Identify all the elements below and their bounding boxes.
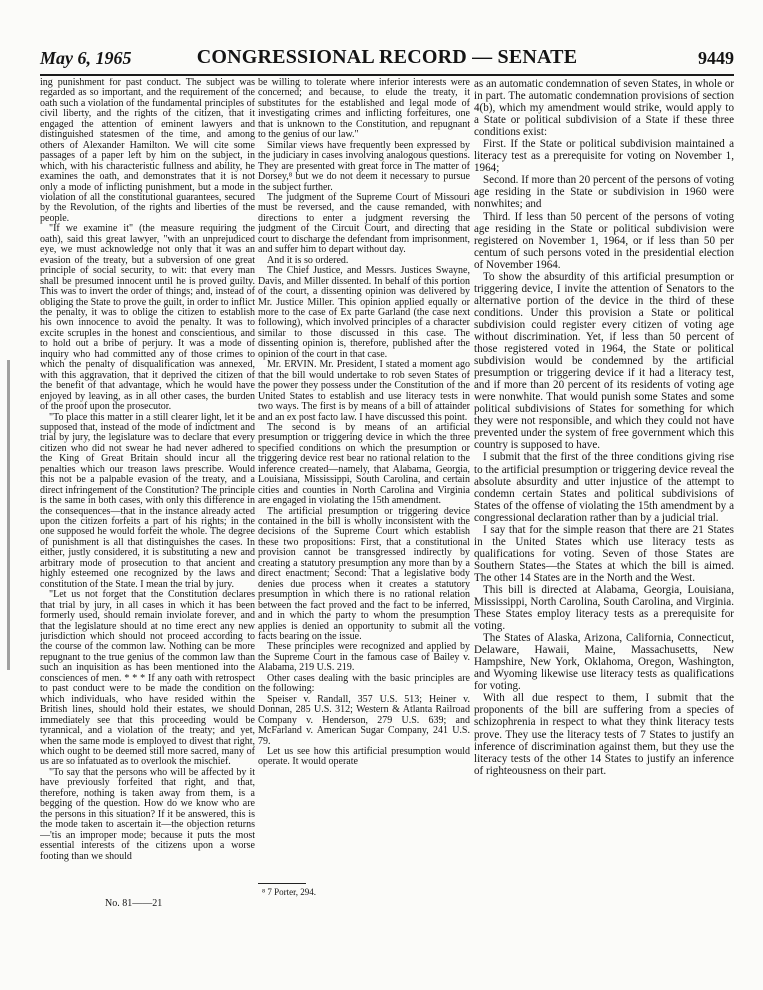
paragraph: "To say that the persons who will be affected by it have previously forfeited that right, and that, therefore, nothing is taken away from them, is a begging of the question. How do we know who are the persons in this situation? If it be answered, this is the mode taken to ascertain it—the objection returns—'tis an improper mode; because it puts the most essential interests of the citizens upon a worse footing than we should: [40, 766, 255, 862]
paragraph: "Let us not forget that the Constitution declares that trial by jury, in all cases in which it has been formerly used, should remain inviolate forever, and that the legislature should at no time erect any new jurisdiction which should not proceed according to the course of the common law. Nothing can be more repugnant to the true genius of the common law than such an inquisition as has been mentioned into the consciences of men. * * * If any oath with retrospect to past conduct were to be made the condition on which individuals, who have resided within the British lines, should hold their estates, we should immediately see that this proceeding would be tyrannical, and a violation of the treaty; and yet, when the same mode is employed to divest that right, which ought to be deemed still more sacred, many of us are so infatuated as to overlook the mischief.: [40, 589, 255, 768]
paragraph: be willing to tolerate where inferior interests were concerned; and because, to elude the treaty, it substitutes for the established and legal mode of investigating crimes and inflicting forfeitures, one that is unknown to the Constitution, and repugnant to the genius of our law.": [258, 78, 470, 141]
footnote-rule: [258, 883, 306, 884]
margin-mark: [7, 360, 10, 670]
header-rule: [40, 74, 734, 76]
header-title: CONGRESSIONAL RECORD — SENATE: [196, 46, 578, 68]
paragraph: as an automatic condemnation of seven States, in whole or in part. The automatic condemnation provisions of section 4(b), which my amendment would strike, would apply to a State or political subdivision of a State if these three conditions exist:: [474, 78, 734, 139]
paragraph: "If we examine it" (the measure requiring the oath), said this great lawyer, "with an unprejudiced eye, we must acknowledge not only that it was an evasion of the treaty, but a subversion of one great principle of social security, to wit: that every man shall be presumed innocent until he is proved guilty. This was to invert the order of things; and, instead of obliging the State to prove the guilt, in order to inflict the penalty, it was to oblige the citizen to establish his own innocence to avoid the penalty. It was to excite scruples in the honest and conscientious, and to hold out a bribe of perjury. It was a mode of inquiry who had committed any of those crimes to which the penalty of disqualification was annexed, with this aggravation, that it deprived the citizen of the benefit of that advantage, which he would have enjoyed by leaving, as in all other cases, the burden of the proof upon the prosecutor.: [40, 223, 255, 413]
paragraph: Speiser v. Randall, 357 U.S. 513; Heiner v. Donnan, 285 U.S. 312; Western & Atlanta Railroad Company v. Henderson, 279 U.S. 639; and McFarland v. American Sugar Company, 241 U.S. 79.: [258, 693, 470, 747]
page-number: 9449: [698, 48, 734, 68]
column-3: [474, 78, 734, 898]
paragraph: Other cases dealing with the basic principles are the following:: [258, 672, 470, 695]
paragraph: The second is by means of an artificial presumption or triggering device in which the three specified conditions on which the presumption or triggering device rest bear no rational relation to the inference created—namely, that Alabama, Georgia, Louisiana, Mississippi, South Carolina, and certain cities and counties in North Carolina and Virginia are engaged in violating the 15th amendment.: [258, 421, 470, 507]
paragraph: This bill is directed at Alabama, Georgia, Louisiana, Mississippi, North Carolina, South Carolina, and Virginia. These States employ literacy tests as a prerequisite for voting.: [474, 583, 734, 633]
paragraph: And it is so ordered.: [267, 254, 349, 266]
signature-line: No. 81——21: [105, 898, 163, 909]
page-header: [40, 44, 734, 74]
column-2: [258, 78, 470, 878]
paragraph: The Chief Justice, and Messrs. Justices Swayne, Davis, and Miller dissented. In behalf of this portion of the court, a dissenting opinion was delivered by Mr. Justice Miller. This opinion applied equally or more to the case of Ex parte Garland (the case next following), which involved principles of a character similar to those discussed in this case. The dissenting opinion is, therefore, published after the opinion of the court in that case.: [258, 265, 470, 360]
paragraph: Similar views have frequently been expressed by the judiciary in cases involving analogous questions. They are presented with great force in The matter of Dorsey,⁸ but we do not deem it necessary to pursue the subject further.: [258, 139, 470, 193]
paragraph: Third. If less than 50 percent of the persons of voting age residing in the State or political subdivision were registered on November 1, 1964, or if less than 50 per centum of such persons voted in the presidential election of November 1964.: [474, 210, 734, 271]
header-date: May 6, 1965: [40, 48, 132, 68]
paragraph: "To place this matter in a still clearer light, let it be supposed that, instead of the mode of indictment and trial by jury, the legislature was to declare that every citizen who did not swear he had never adhered to the King of Great Britain should incur all the penalties which our treason laws prescribe. Would this not be a palpable evasion of the treaty, and a direct infringement of the Constitution? The principle is the same in both cases, with only this difference in the consequences—that in the instance already acted upon the citizen forfeits a part of his rights; in the one supposed he would forfeit the whole. The degree of punishment is all that distinguishes the cases. In either, justly considered, it is substituting a new and arbitrary mode of prosecution to that ancient and highly esteemed one recognized by the laws and constitution of the State. I mean the trial by jury.: [40, 411, 255, 590]
paragraph: To show the absurdity of this artificial presumption or triggering device, I invite the attention of Senators to the alternative portion of the device in the third of these conditions. Under this provision a State or political subdivision could register every citizen of voting age without discrimination. Yet, if less than 50 percent of those registered voted in 1964, the State or political subdivision would be condemned by the artificial presumption or triggering device if it had a literacy test, and if more than 20 percent of its residents of voting age were nonwhite. That would punish some States and some political subdivisions of States for something for which they were not responsible, and which they could not have prevented under the system of free government which this country is supposed to have.: [474, 270, 734, 452]
paragraph: Mr. ERVIN. Mr. President, I stated a moment ago that the bill would undertake to rob seven States of the power they possess under the Constitution of the United States to establish and use literacy tests in two ways. The first is by means of a bill of attainder and an ex post facto law. I have discussed this point.: [258, 359, 470, 423]
paragraph: First. If the State or political subdivision maintained a literacy test as a prerequisite for voting on November 1, 1964;: [474, 138, 734, 175]
paragraph: Second. If more than 20 percent of the persons of voting age residing in the State or subdivision in 1960 were nonwhites; and: [474, 174, 734, 211]
paragraph: Let us see how this artificial presumption would operate. It would operate: [258, 746, 470, 768]
paragraph: I say that for the simple reason that there are 21 States in the United States which use literacy tests as qualifications for voting. Seven of those States are Southern States—the States at which the bill is aimed. The other 14 States are in the North and the West.: [474, 523, 734, 584]
paragraph: The judgment of the Supreme Court of Missouri must be reversed, and the cause remanded, with directions to enter a judgment reversing the judgment of the Circuit Court, and directing that court to discharge the defendant from imprisonment, and suffer him to depart without day.: [258, 191, 470, 256]
paragraph: With all due respect to them, I submit that the proponents of the bill are suffering from a species of schizophrenia in respect to what they think literacy tests prove. They use the literacy tests of 7 States to justify an inference of discrimination against them, but they use the literacy tests of the other 14 States to justify an inference of righteousness on their part.: [474, 692, 734, 777]
column-1: [40, 78, 255, 898]
paragraph: The artificial presumption or triggering device contained in the bill is wholly inconsistent with the decisions of the Supreme Court which establish these two propositions: First, that a constitutional provision cannot be transgressed indirectly by creating a statutory presumption any more than by a direct enactment; Second: That a legislative body denies due process when it creates a statutory presumption in which there is no rational relation between the fact proved and the fact to be inferred, and in which the party to whom the presumption applies is denied an opportunity to submit all the facts bearing on the issue.: [258, 505, 470, 643]
footnote: ⁸ 7 Porter, 294.: [262, 887, 317, 897]
paragraph: I submit that the first of the three conditions giving rise to the artificial presumption or triggering device reveal the absolute absurdity and utter injustice of the attempt to condemn certain States and political subdivisions of States of the offense of violating the 15th amendment by a congressional declaration rather than by a judicial trial.: [474, 451, 734, 524]
paragraph: The States of Alaska, Arizona, California, Connecticut, Delaware, Hawaii, Maine, Massachusetts, New Hampshire, New York, Oklahoma, Oregon, Washington, and Wyoming likewise use literacy tests as qualifications for voting.: [474, 632, 734, 693]
paragraph: ing punishment for past conduct. The subject was regarded as so important, and the requirement of the oath such a violation of the fundamental principles of civil liberty, and the rights of the citizen, that it engaged the attention of eminent lawyers and distinguished statesmen of the time, and among others of Alexander Hamilton. We will cite some passages of a paper left by him on the subject, in which, with his characteristic fullness and ability, he examines the oath, and demonstrates that it is not only a mode of inflicting punishment, but a mode in violation of all the constitutional guarantees, secured by the Revolution, of the rights and liberties of the people.: [40, 78, 255, 224]
paragraph: These principles were recognized and applied by the Supreme Court in the famous case of Bailey v. Alabama, 219 U.S. 219.: [258, 641, 470, 674]
